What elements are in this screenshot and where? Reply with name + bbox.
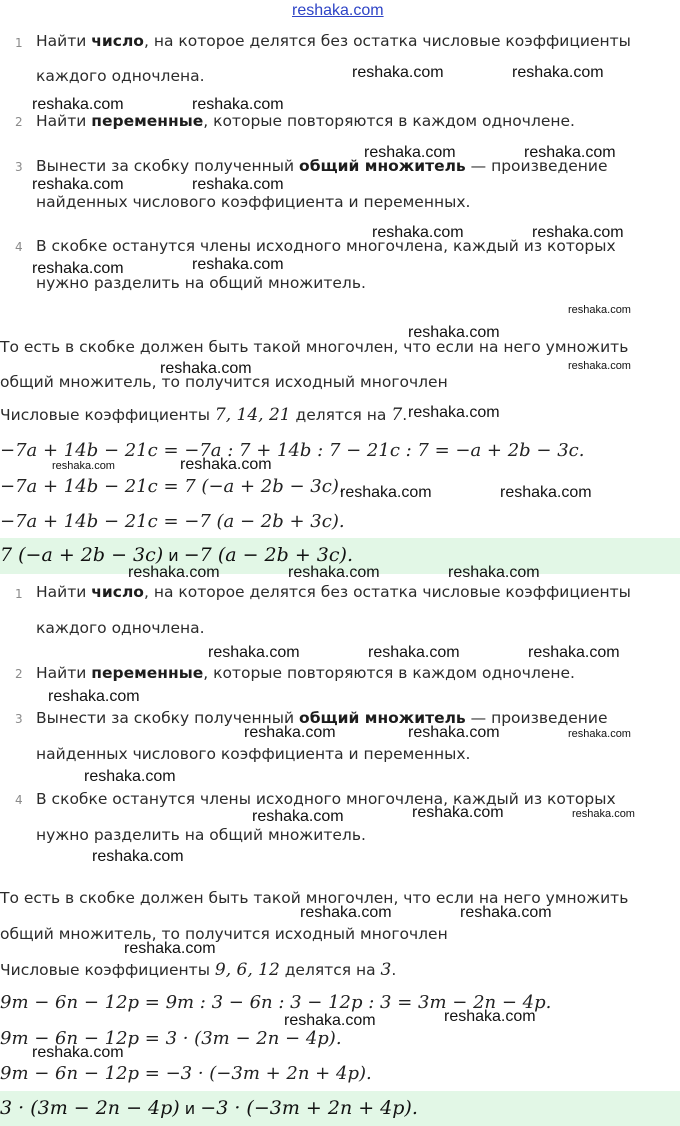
coefficients-note: Числовые коэффициенты 7, 14, 21 делятся на 7.	[0, 405, 408, 425]
step-text-continued: найденных числового коэффициента и переменных.	[36, 193, 471, 211]
step-text-continued: нужно разделить на общий множитель.	[36, 826, 366, 844]
watermark: reshaka.com	[52, 460, 115, 472]
coefficients-note: Числовые коэффициенты 9, 6, 12 делятся на 3.	[0, 960, 397, 980]
watermark: reshaka.com	[252, 808, 344, 825]
step-number: 3	[15, 712, 23, 726]
explanation-text-continued: общий множитель, то получится исходный многочлен	[0, 925, 448, 943]
watermark: reshaka.com	[532, 224, 624, 241]
watermark-link[interactable]: reshaka.com	[292, 2, 384, 19]
step-number: 2	[15, 115, 23, 129]
watermark: reshaka.com	[528, 644, 620, 661]
explanation-text-continued: общий множитель, то получится исходный многочлен	[0, 373, 448, 391]
watermark: reshaka.com	[340, 484, 432, 501]
watermark: reshaka.com	[568, 728, 631, 740]
watermark: reshaka.com	[288, 564, 380, 581]
answer: 3 · (3m − 2n − 4p) и −3 · (−3m + 2n + 4p).	[0, 1097, 418, 1119]
watermark: reshaka.com	[568, 360, 631, 372]
watermark: reshaka.com	[408, 324, 500, 341]
step-number: 4	[15, 793, 23, 807]
watermark: reshaka.com	[460, 904, 552, 921]
watermark: reshaka.com	[180, 456, 272, 473]
answer: 7 (−a + 2b − 3c) и −7 (a − 2b + 3c).	[0, 544, 353, 566]
equation-factored-negative: −7a + 14b − 21c = −7 (a − 2b + 3c).	[0, 511, 345, 532]
step-text: Найти число, на которое делятся без остатка числовые коэффициенты	[36, 32, 631, 50]
watermark: reshaka.com	[408, 404, 500, 421]
watermark: reshaka.com	[284, 1012, 376, 1029]
step-number: 4	[15, 240, 23, 254]
watermark: reshaka.com	[32, 96, 124, 113]
step-number: 3	[15, 160, 23, 174]
watermark: reshaka.com	[208, 644, 300, 661]
watermark: reshaka.com	[32, 1044, 124, 1061]
watermark: reshaka.com	[408, 724, 500, 741]
step-text: Найти переменные, которые повторяются в каждом одночлене.	[36, 664, 575, 682]
step-text-continued: найденных числового коэффициента и переменных.	[36, 745, 471, 763]
step-text: Вынести за скобку полученный общий множитель — произведение	[36, 157, 608, 175]
watermark: reshaka.com	[300, 904, 392, 921]
watermark: reshaka.com	[84, 768, 176, 785]
step-text: Вынести за скобку полученный общий множитель — произведение	[36, 709, 608, 727]
step-number: 2	[15, 667, 23, 681]
watermark: reshaka.com	[32, 260, 124, 277]
watermark: reshaka.com	[92, 848, 184, 865]
step-text: Найти число, на которое делятся без остатка числовые коэффициенты	[36, 583, 631, 601]
step-text: В скобке останутся члены исходного многочлена, каждый из которых	[36, 237, 616, 255]
watermark: reshaka.com	[192, 176, 284, 193]
watermark: reshaka.com	[32, 176, 124, 193]
equation-factored-negative: 9m − 6n − 12p = −3 · (−3m + 2n + 4p).	[0, 1063, 372, 1084]
step-text: Найти переменные, которые повторяются в каждом одночлене.	[36, 112, 575, 130]
step-text-continued: нужно разделить на общий множитель.	[36, 274, 366, 292]
watermark: reshaka.com	[244, 724, 336, 741]
step-text-continued: каждого одночлена.	[36, 67, 205, 85]
watermark: reshaka.com	[568, 304, 631, 316]
watermark: reshaka.com	[364, 144, 456, 161]
watermark: reshaka.com	[352, 64, 444, 81]
explanation-text: То есть в скобке должен быть такой многочлен, что если на него умножить	[0, 889, 629, 907]
watermark: reshaka.com	[524, 144, 616, 161]
equation-factored-positive: −7a + 14b − 21c = 7 (−a + 2b − 3c).	[0, 476, 345, 497]
equation-division: 9m − 6n − 12p = 9m : 3 − 6n : 3 − 12p : 3 = 3m − 2n − 4p.	[0, 992, 552, 1013]
step-text: В скобке останутся члены исходного многочлена, каждый из которых	[36, 790, 616, 808]
watermark: reshaka.com	[160, 360, 252, 377]
watermark: reshaka.com	[368, 644, 460, 661]
watermark: reshaka.com	[128, 564, 220, 581]
watermark: reshaka.com	[500, 484, 592, 501]
watermark: reshaka.com	[192, 96, 284, 113]
watermark: reshaka.com	[572, 808, 635, 820]
watermark: reshaka.com	[444, 1008, 536, 1025]
equation-division: −7a + 14b − 21c = −7a : 7 + 14b : 7 − 21c : 7 = −a + 2b − 3c.	[0, 440, 585, 461]
watermark: reshaka.com	[412, 804, 504, 821]
watermark: reshaka.com	[448, 564, 540, 581]
step-number: 1	[15, 36, 23, 50]
step-number: 1	[15, 587, 23, 601]
watermark: reshaka.com	[192, 256, 284, 273]
watermark: reshaka.com	[48, 688, 140, 705]
watermark: reshaka.com	[512, 64, 604, 81]
watermark: reshaka.com	[124, 940, 216, 957]
explanation-text: То есть в скобке должен быть такой многочлен, что если на него умножить	[0, 338, 629, 356]
equation-factored-positive: 9m − 6n − 12p = 3 · (3m − 2n − 4p).	[0, 1028, 342, 1049]
watermark: reshaka.com	[372, 224, 464, 241]
step-text-continued: каждого одночлена.	[36, 619, 205, 637]
